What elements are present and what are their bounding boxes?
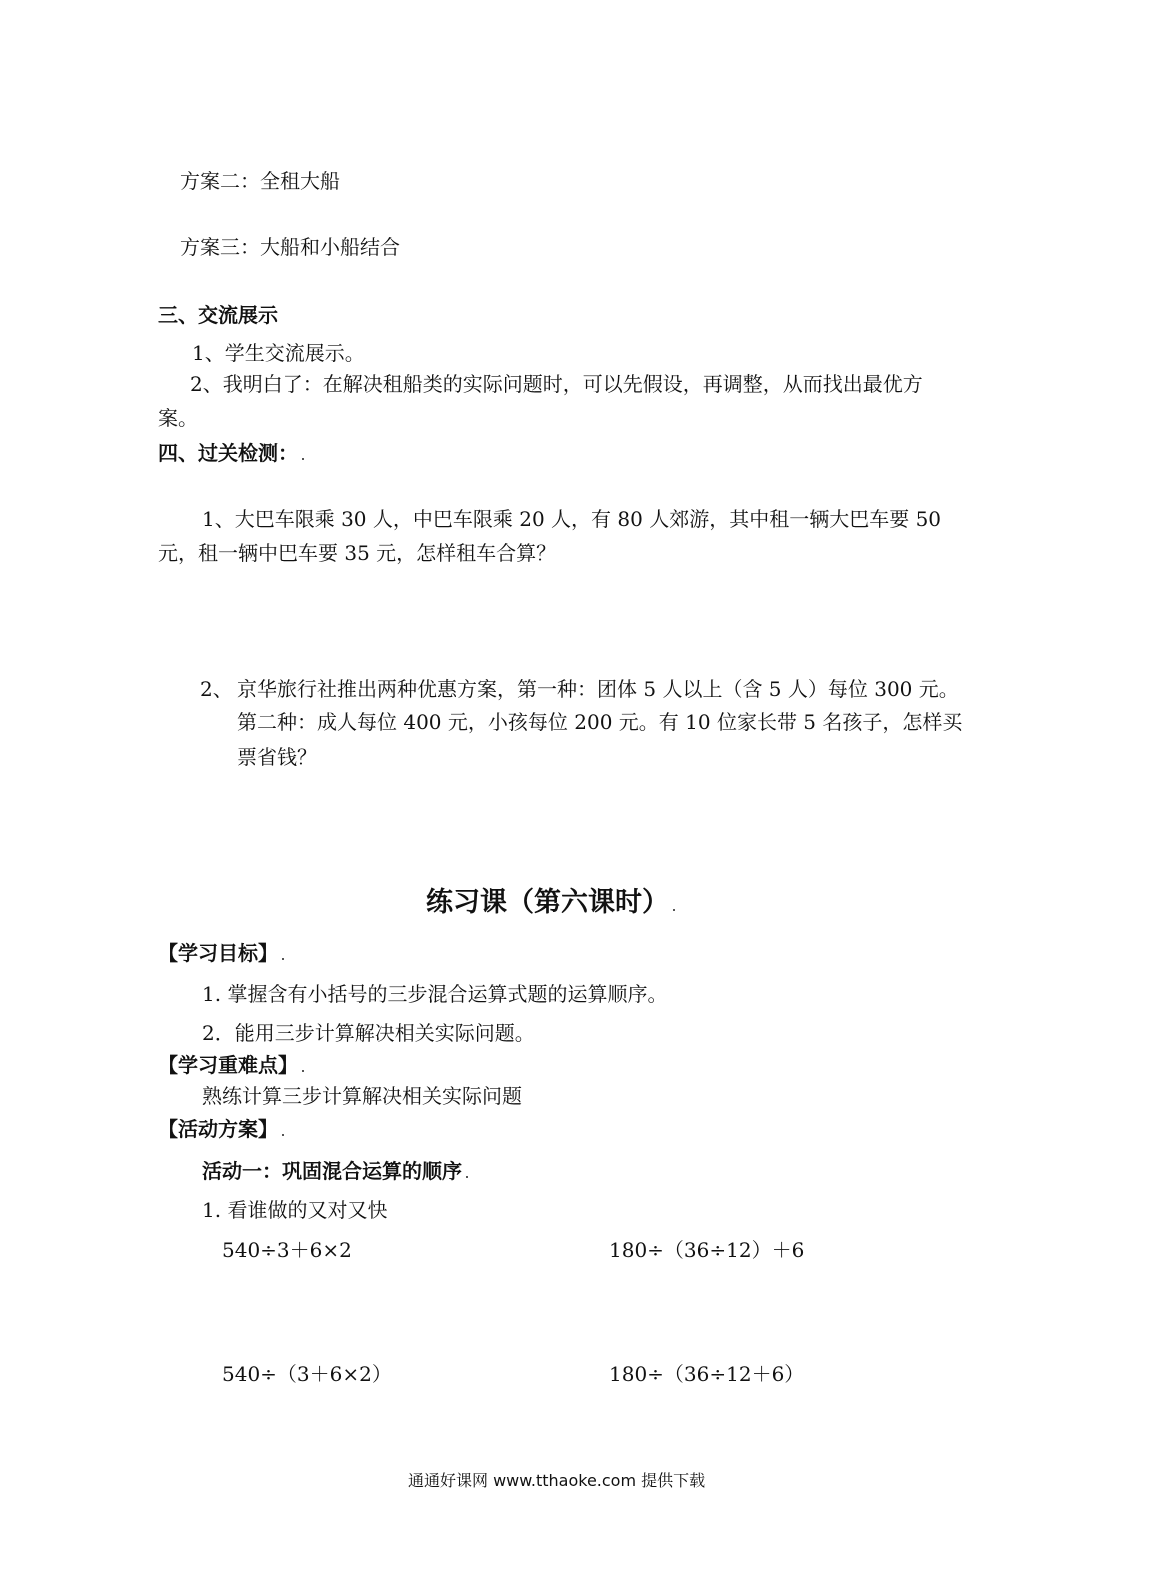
question-2-line-2: 第二种：成人每位 400 元，小孩每位 200 元。有 10 位家长带 5 名孩子，怎样买 — [237, 710, 963, 734]
question-2-line-3: 票省钱？ — [237, 745, 317, 769]
format-mark — [282, 958, 284, 960]
format-mark — [302, 458, 304, 460]
keypoint-heading-text: 【学习重难点】 — [158, 1053, 298, 1077]
activity-one — [202, 1158, 468, 1184]
format-mark — [302, 1070, 304, 1072]
section-three-heading: 三、交流展示 — [158, 303, 278, 327]
plan-two: 方案二：全租大船 — [180, 169, 340, 193]
lesson-title-text: 练习课（第六课时） — [426, 887, 669, 918]
exercise-1-title: 1. 看谁做的又对又快 — [202, 1198, 388, 1222]
footer-text: 通通好课网 www.tthaoke.com 提供下载 — [408, 1471, 706, 1490]
expression-1: 540÷3＋6×2 — [222, 1238, 352, 1262]
goal-2: 2．能用三步计算解决相关实际问题。 — [202, 1021, 535, 1045]
format-mark — [282, 1134, 284, 1136]
lesson-title — [426, 886, 675, 920]
expression-2: 180÷（36÷12）＋6 — [609, 1238, 805, 1262]
question-2-line-1: 京华旅行社推出两种优惠方案，第一种：团体 5 人以上（含 5 人）每位 300 元。 — [237, 677, 959, 701]
goals-heading-text: 【学习目标】 — [158, 941, 278, 965]
keypoint-heading — [158, 1052, 304, 1078]
plan-three: 方案三：大船和小船结合 — [180, 235, 400, 259]
keypoint-text: 熟练计算三步计算解决相关实际问题 — [202, 1084, 522, 1108]
activity-one-text: 活动一：巩固混合运算的顺序 — [202, 1159, 462, 1183]
goals-heading — [158, 940, 284, 966]
section-four-heading-text: 四、过关检测： — [158, 441, 298, 465]
question-2-number: 2、 — [200, 677, 233, 701]
expression-3: 540÷（3＋6×2） — [222, 1362, 392, 1386]
section-three-item-1: 1、学生交流展示。 — [192, 341, 365, 365]
goal-1: 1. 掌握含有小括号的三步混合运算式题的运算顺序。 — [202, 982, 668, 1006]
section-three-item-2-line-1: 2、我明白了：在解决租船类的实际问题时，可以先假设，再调整，从而找出最优方 — [190, 372, 923, 396]
format-mark — [673, 909, 675, 911]
question-1-line-1: 1、大巴车限乘 30 人，中巴车限乘 20 人，有 80 人郊游，其中租一辆大巴车要 50 — [202, 507, 942, 531]
activity-heading — [158, 1116, 284, 1142]
format-mark — [466, 1176, 468, 1178]
activity-heading-text: 【活动方案】 — [158, 1117, 278, 1141]
section-four-heading — [158, 440, 304, 466]
expression-4: 180÷（36÷12＋6） — [609, 1362, 805, 1386]
question-1-line-2: 元，租一辆中巴车要 35 元，怎样租车合算？ — [158, 541, 557, 565]
section-three-item-2-line-2: 案。 — [158, 406, 198, 430]
